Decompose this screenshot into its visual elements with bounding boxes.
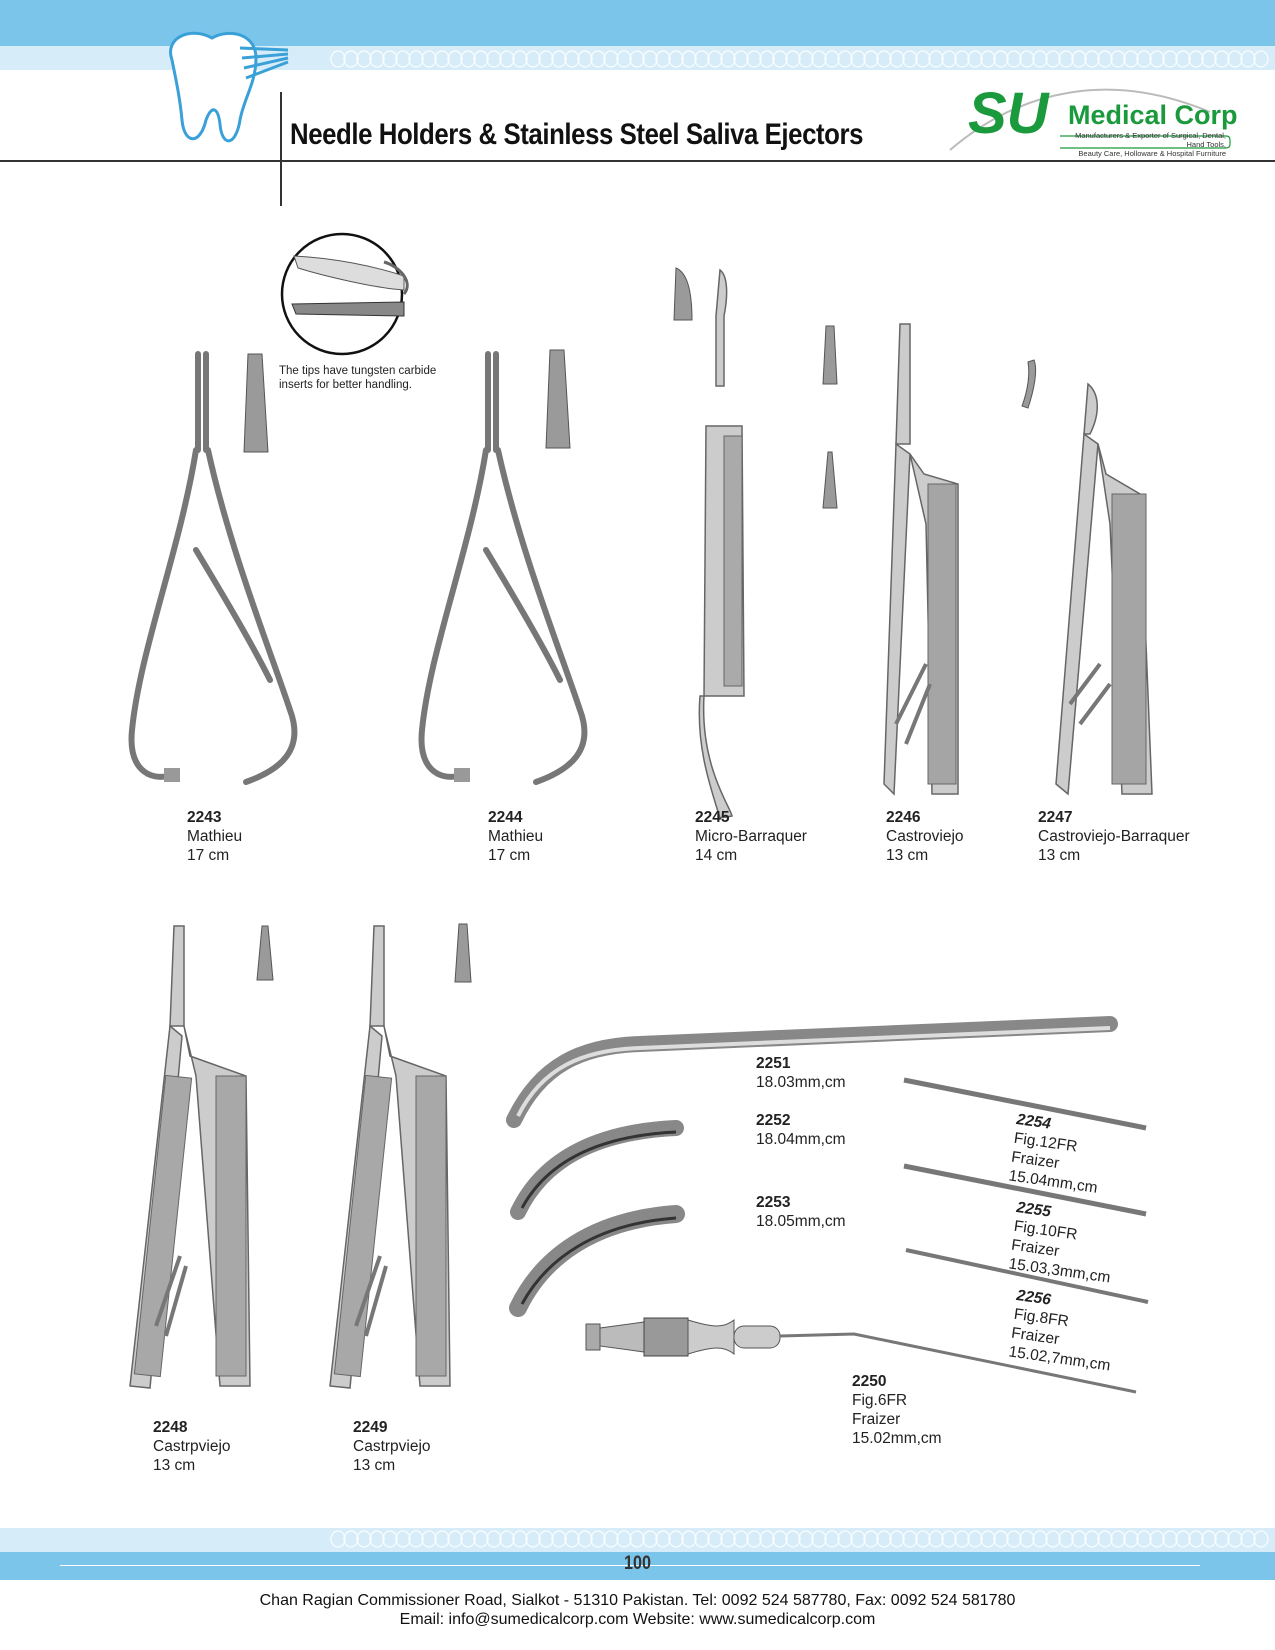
decorative-ring <box>643 1531 657 1547</box>
instrument-2247-image <box>1040 384 1160 796</box>
decorative-ring <box>617 51 631 67</box>
decorative-ring <box>1202 1531 1216 1547</box>
ejector-name: Fraizer <box>1010 1324 1061 1349</box>
decorative-ring <box>487 51 501 67</box>
product-code: 2243 <box>187 809 222 826</box>
header-rule <box>0 160 1275 162</box>
decorative-ring <box>500 1531 514 1547</box>
decorative-ring <box>552 1531 566 1547</box>
product-2243-label <box>187 808 242 865</box>
ejector-name: Fraizer <box>1010 1236 1061 1261</box>
decorative-ring <box>1020 1531 1034 1547</box>
decorative-ring <box>747 51 761 67</box>
decorative-ring <box>981 1531 995 1547</box>
ejector-code: 2252 <box>756 1112 791 1129</box>
product-size: 13 cm <box>153 1457 196 1474</box>
decorative-ring <box>461 1531 475 1547</box>
decorative-ring <box>1111 1531 1125 1547</box>
decorative-ring <box>500 51 514 67</box>
decorative-ring <box>539 1531 553 1547</box>
decorative-ring <box>1163 1531 1177 1547</box>
ejector-2255-label <box>1007 1198 1119 1288</box>
product-name: Castrpviejo <box>153 1438 231 1455</box>
decorative-ring <box>1046 1531 1060 1547</box>
decorative-ring <box>721 1531 735 1547</box>
product-size: 13 cm <box>886 847 929 864</box>
ejector-2250-label <box>852 1372 942 1448</box>
decorative-ring <box>682 51 696 67</box>
instrument-2246-image <box>866 324 966 796</box>
decorative-ring <box>422 1531 436 1547</box>
decorative-ring <box>344 51 358 67</box>
decorative-ring <box>331 51 345 67</box>
decorative-ring <box>617 1531 631 1547</box>
decorative-ring <box>669 1531 683 1547</box>
decorative-ring <box>890 51 904 67</box>
decorative-ring <box>799 51 813 67</box>
product-code: 2247 <box>1038 809 1073 826</box>
product-name: Castroviejo-Barraquer <box>1038 828 1190 845</box>
decorative-ring <box>344 1531 358 1547</box>
decorative-ring <box>630 1531 644 1547</box>
decorative-ring <box>812 1531 826 1547</box>
decorative-ring <box>812 51 826 67</box>
decorative-ring <box>851 51 865 67</box>
decorative-ring <box>682 1531 696 1547</box>
product-2244-label <box>488 808 543 865</box>
decorative-ring <box>526 1531 540 1547</box>
product-code: 2244 <box>488 809 523 826</box>
instrument-2243-image <box>120 350 320 820</box>
ejector-2253-image <box>512 1198 682 1318</box>
decorative-ring <box>409 1531 423 1547</box>
header-vertical-rule <box>280 92 282 206</box>
ejector-code: 2255 <box>1015 1198 1053 1221</box>
decorative-ring <box>383 1531 397 1547</box>
decorative-ring <box>1098 1531 1112 1547</box>
ejector-spec: 15.02,7mm,cm <box>1007 1343 1112 1375</box>
ejector-code: 2256 <box>1015 1286 1053 1309</box>
product-name: Mathieu <box>488 828 544 845</box>
product-2245-label <box>695 808 807 865</box>
decorative-ring <box>799 1531 813 1547</box>
decorative-ring <box>357 51 371 67</box>
decorative-ring <box>474 1531 488 1547</box>
decorative-ring <box>864 51 878 67</box>
inset-note-line1: The tips have tungsten carbide <box>279 365 437 377</box>
decorative-ring <box>591 51 605 67</box>
decorative-ring <box>760 51 774 67</box>
decorative-ring <box>656 1531 670 1547</box>
decorative-ring <box>1228 51 1242 67</box>
decorative-ring <box>474 51 488 67</box>
decorative-ring <box>1254 1531 1268 1547</box>
tip-2247-image <box>1020 360 1040 410</box>
product-2248-label <box>153 1418 231 1475</box>
logo-initials: SU <box>968 81 1049 146</box>
decorative-ring <box>1189 1531 1203 1547</box>
decorative-ring <box>526 51 540 67</box>
decorative-ring <box>734 51 748 67</box>
decorative-ring <box>461 51 475 67</box>
ejector-2253-label <box>756 1193 846 1231</box>
decorative-ring <box>786 1531 800 1547</box>
tip-2245-image <box>672 268 694 322</box>
ejector-spec: 18.05mm,cm <box>756 1213 846 1230</box>
product-code: 2248 <box>153 1419 188 1436</box>
decorative-ring <box>877 51 891 67</box>
decorative-ring <box>903 51 917 67</box>
tip-2249-image <box>454 924 472 984</box>
decorative-ring <box>565 1531 579 1547</box>
ejector-name: Fraizer <box>1010 1148 1061 1173</box>
ejector-2254-label <box>1007 1110 1106 1198</box>
decorative-ring <box>422 51 436 67</box>
decorative-ring <box>838 51 852 67</box>
ejector-code: 2251 <box>756 1055 791 1072</box>
ejector-spec: 15.04mm,cm <box>1007 1167 1099 1197</box>
decorative-ring <box>1150 1531 1164 1547</box>
product-size: 13 cm <box>1038 847 1081 864</box>
decorative-ring <box>1228 1531 1242 1547</box>
decorative-ring <box>903 1531 917 1547</box>
product-size: 17 cm <box>488 847 531 864</box>
decorative-ring <box>591 1531 605 1547</box>
inset-note-line2: inserts for better handling. <box>279 379 412 391</box>
decorative-ring <box>929 1531 943 1547</box>
decorative-ring <box>1007 1531 1021 1547</box>
decorative-ring <box>916 51 930 67</box>
product-code: 2249 <box>353 1419 388 1436</box>
decorative-ring <box>1085 1531 1099 1547</box>
ejector-fig: Fig.12FR <box>1012 1129 1079 1156</box>
decorative-ring <box>1241 51 1255 67</box>
ejector-2256-label <box>1007 1286 1119 1376</box>
decorative-ring <box>357 1531 371 1547</box>
ejector-code: 2254 <box>1015 1110 1053 1133</box>
page-title: Needle Holders & Stainless Steel Saliva Ejectors <box>290 118 864 151</box>
decorative-ring <box>851 1531 865 1547</box>
logo-tagline <box>1056 131 1226 158</box>
decorative-ring <box>916 1531 930 1547</box>
decorative-ring <box>396 1531 410 1547</box>
decorative-ring <box>1241 1531 1255 1547</box>
instrument-2245-image <box>690 266 770 826</box>
ejector-code: 2253 <box>756 1194 791 1211</box>
tip-2243-image <box>242 354 270 454</box>
decorative-ring <box>968 1531 982 1547</box>
product-size: 13 cm <box>353 1457 396 1474</box>
decorative-ring <box>1033 1531 1047 1547</box>
decorative-ring <box>1254 51 1268 67</box>
decorative-ring <box>435 51 449 67</box>
product-size: 17 cm <box>187 847 230 864</box>
tip-2245-small-b <box>822 452 838 510</box>
decorative-ring <box>708 1531 722 1547</box>
decorative-ring <box>643 51 657 67</box>
decorative-ring <box>435 1531 449 1547</box>
logo-tagline-line2: Beauty Care, Holloware & Hospital Furniture <box>1078 149 1226 158</box>
decorative-ring <box>370 51 384 67</box>
decorative-ring <box>604 51 618 67</box>
tip-2248-image <box>256 926 274 982</box>
decorative-ring <box>695 51 709 67</box>
product-name: Castrpviejo <box>353 1438 431 1455</box>
ejector-spec: 18.03mm,cm <box>756 1074 846 1091</box>
decorative-ring <box>1176 1531 1190 1547</box>
tip-detail-inset <box>264 232 420 358</box>
ejector-2251-label <box>756 1054 846 1092</box>
instrument-2244-image <box>410 350 610 820</box>
decorative-ring <box>539 51 553 67</box>
decorative-ring <box>1124 1531 1138 1547</box>
decorative-ring <box>734 1531 748 1547</box>
instrument-2248-image <box>130 926 260 1390</box>
decorative-ring <box>513 1531 527 1547</box>
decorative-ring <box>760 1531 774 1547</box>
decorative-ring <box>825 1531 839 1547</box>
decorative-ring <box>747 1531 761 1547</box>
footer-decorative-rings <box>330 1530 1270 1550</box>
logo-name: Medical Corp <box>1068 100 1238 130</box>
logo-tagline-line1: Manufacturers & Exporter of Surgical, Dental, Hand Tools, <box>1075 131 1226 149</box>
decorative-ring <box>890 1531 904 1547</box>
footer-contact: Email: info@sumedicalcorp.com Website: www.sumedicalcorp.com <box>399 1611 876 1628</box>
ejector-code: 2250 <box>852 1373 887 1390</box>
decorative-ring <box>409 51 423 67</box>
product-2247-label <box>1038 808 1190 865</box>
decorative-ring <box>825 51 839 67</box>
decorative-ring <box>630 51 644 67</box>
decorative-ring <box>370 1531 384 1547</box>
decorative-ring <box>552 51 566 67</box>
decorative-ring <box>864 1531 878 1547</box>
decorative-ring <box>786 51 800 67</box>
ejector-fig: Fig.6FR <box>852 1392 908 1409</box>
decorative-ring <box>578 1531 592 1547</box>
decorative-ring <box>331 1531 345 1547</box>
decorative-ring <box>448 1531 462 1547</box>
decorative-ring <box>565 51 579 67</box>
ejector-fig: Fig.8FR <box>1012 1305 1070 1331</box>
ejector-name: Fraizer <box>852 1411 901 1428</box>
product-name: Mathieu <box>187 828 243 845</box>
page-number: 100 <box>624 1553 651 1574</box>
tooth-icon <box>160 28 290 158</box>
decorative-ring <box>773 1531 787 1547</box>
product-name: Castroviejo <box>886 828 964 845</box>
decorative-ring <box>604 1531 618 1547</box>
tip-2245-small-a <box>822 326 838 386</box>
decorative-ring <box>448 51 462 67</box>
decorative-ring <box>1059 1531 1073 1547</box>
decorative-ring <box>1215 1531 1229 1547</box>
decorative-ring <box>487 1531 501 1547</box>
decorative-ring <box>942 1531 956 1547</box>
tip-2244-image <box>544 350 572 450</box>
decorative-ring <box>721 51 735 67</box>
footer-address: Chan Ragian Commissioner Road, Sialkot - 51310 Pakistan. Tel: 0092 524 587780, Fax: 0092 524 581780 <box>259 1592 1016 1609</box>
decorative-ring <box>994 1531 1008 1547</box>
product-code: 2245 <box>695 809 730 826</box>
product-2249-label <box>353 1418 431 1475</box>
product-size: 14 cm <box>695 847 738 864</box>
decorative-ring <box>669 51 683 67</box>
decorative-ring <box>773 51 787 67</box>
decorative-ring <box>383 51 397 67</box>
decorative-ring <box>955 1531 969 1547</box>
decorative-ring <box>1137 1531 1151 1547</box>
decorative-ring <box>396 51 410 67</box>
product-name: Micro-Barraquer <box>695 828 807 845</box>
ejector-spec: 15.02mm,cm <box>852 1430 942 1447</box>
decorative-ring <box>656 51 670 67</box>
decorative-ring <box>695 1531 709 1547</box>
product-2246-label <box>886 808 964 865</box>
decorative-ring <box>877 1531 891 1547</box>
decorative-ring <box>838 1531 852 1547</box>
product-code: 2246 <box>886 809 921 826</box>
ejector-2252-label <box>756 1111 846 1149</box>
decorative-ring <box>708 51 722 67</box>
ejector-spec: 18.04mm,cm <box>756 1131 846 1148</box>
decorative-ring <box>513 51 527 67</box>
decorative-ring <box>1072 1531 1086 1547</box>
decorative-ring <box>578 51 592 67</box>
ejector-fig: Fig.10FR <box>1012 1217 1079 1244</box>
ejector-spec: 15.03,3mm,cm <box>1007 1255 1112 1287</box>
instrument-2249-image <box>330 926 460 1390</box>
